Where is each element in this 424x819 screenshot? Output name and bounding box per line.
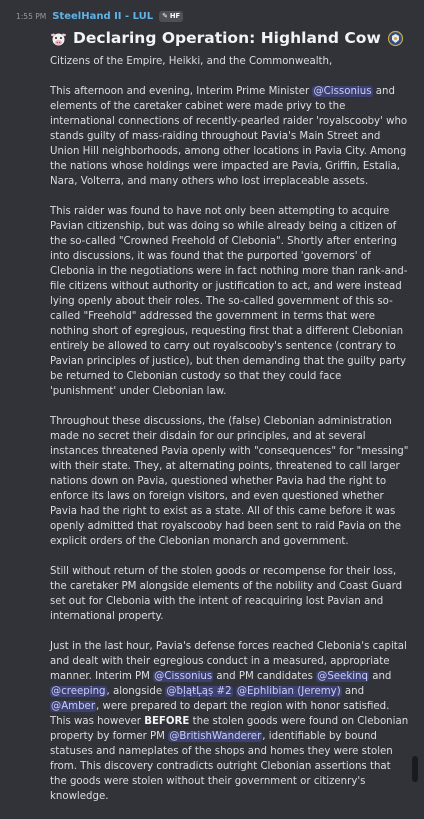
- paragraph-5: [50, 639, 410, 804]
- cow-emoji-icon: [50, 30, 67, 47]
- message-content: [50, 28, 410, 819]
- mention-creeping[interactable]: @creeping: [51, 686, 106, 697]
- paragraph-3: Throughout these discussions, the (false) Clebonian administration made no secret their disdain for our principles, and at several instances threatened Pavia openly with "consequences" for "messing" with their state. They, at alternating points, threatened to call larger nations down on Pavia, questioned whether Pavia had the right to enforce its laws on foreign visitors, and even questioned whether Pavia had the right to exist as a state. All of this came before it was openly admitted that royalscooby had been sent to raid Pavia on the explicit orders of the Clebonian monarch and government.: [50, 416, 409, 547]
- scrollbar-thumb[interactable]: [412, 756, 418, 782]
- p1-text-a: This afternoon and evening, Interim Prime Minister: [50, 86, 313, 97]
- message-header: [16, 8, 183, 24]
- role-tag-label: HF: [169, 11, 181, 20]
- pencil-icon: ✎: [162, 11, 168, 20]
- author-name[interactable]: SteelHand II - LUL: [52, 10, 154, 22]
- greeting: Citizens of the Empire, Heikki, and the Commonwealth,: [50, 56, 333, 67]
- p5-text-b: and PM candidates: [213, 671, 317, 682]
- mention-amber[interactable]: @Amber: [51, 701, 96, 712]
- mention-cissonius-2[interactable]: @Cissonius: [154, 671, 213, 682]
- p5-text-a: Just in the last hour, Pavia's defense forces reached Clebonia's capital and dealt with their egregious conduct in a measured, appropriate manner. Interim PM: [50, 641, 407, 682]
- p5-text-g: , were prepared to depart the region with honor satisfied. This was however: [50, 701, 390, 727]
- mention-ephlibian[interactable]: @Ephlibian (Jeremy): [236, 686, 341, 697]
- mention-seekinq[interactable]: @Seekinq: [317, 671, 368, 682]
- p5-text-h: the stolen goods were found on Clebonian property by former PM: [50, 716, 409, 742]
- mention-cissonius[interactable]: @Cissonius: [313, 86, 372, 97]
- mention-blatlas[interactable]: @ƀļąŧĻąṣ #2: [166, 686, 232, 697]
- mention-britishwanderer[interactable]: @BritishWanderer: [169, 731, 262, 742]
- paragraph-2: This raider was found to have not only been attempting to acquire Pavian citizenship, but was doing so while already being a citizen of the so-called "Crowned Freehold of Clebonia". Shortly after entering into discussions, it was found that the purported 'governors' of Clebonia in the negotiations were in fact nothing more than rank-and-file citizens without authority or justification to act, and were instead lying openly about their roles. The so-called government of this so-called "Freehold" addressed the government in terms that were nothing short of egregious, requesting first that a different Clebonian entirely be allowed to carry out royalscooby's sentence (contrary to Pavian principles of justice), but then demanding that the guilty party be returned to Clebonian custody so that they could face 'punishment' under Clebonian law.: [50, 206, 408, 397]
- emphasis-before: BEFORE: [144, 716, 190, 727]
- title-row: [50, 28, 410, 48]
- timestamp: 1:55 PM: [16, 11, 47, 21]
- p5-text-d: , alongside: [106, 686, 166, 697]
- p1-text-b: and elements of the caretaker cabinet were made privy to the international connections of recently-pearled raider 'royalscooby' who stands guilty of mass-raiding throughout Pavia's Main Street and Union Hill neighborhoods, among other locations in Pavia City. Among the nations whose holdings were impacted are Pavia, Griffin, Estalia, Nara, Volterra, and many others who lost irreplaceable assets.: [50, 86, 408, 187]
- p5-text-i: , identifiable by bound statuses and nameplates of the shops and homes they were stolen from. This discovery contradicts outright Clebonian assertions that the goods were stolen without their government or citizenry's knowledge.: [50, 731, 393, 802]
- crest-emblem-icon: [387, 30, 404, 47]
- p5-text-f: and: [341, 686, 365, 697]
- role-tag[interactable]: [159, 11, 183, 22]
- message-title: Declaring Operation: Highland Cow: [73, 29, 381, 47]
- paragraph-4: Still without return of the stolen goods or recompense for their loss, the caretaker PM alongside elements of the nobility and Coast Guard set out for Clebonia with the intent of reacquiring lost Pavian and international property.: [50, 566, 403, 622]
- p5-text-c: and: [368, 671, 392, 682]
- paragraph-1: [50, 84, 410, 189]
